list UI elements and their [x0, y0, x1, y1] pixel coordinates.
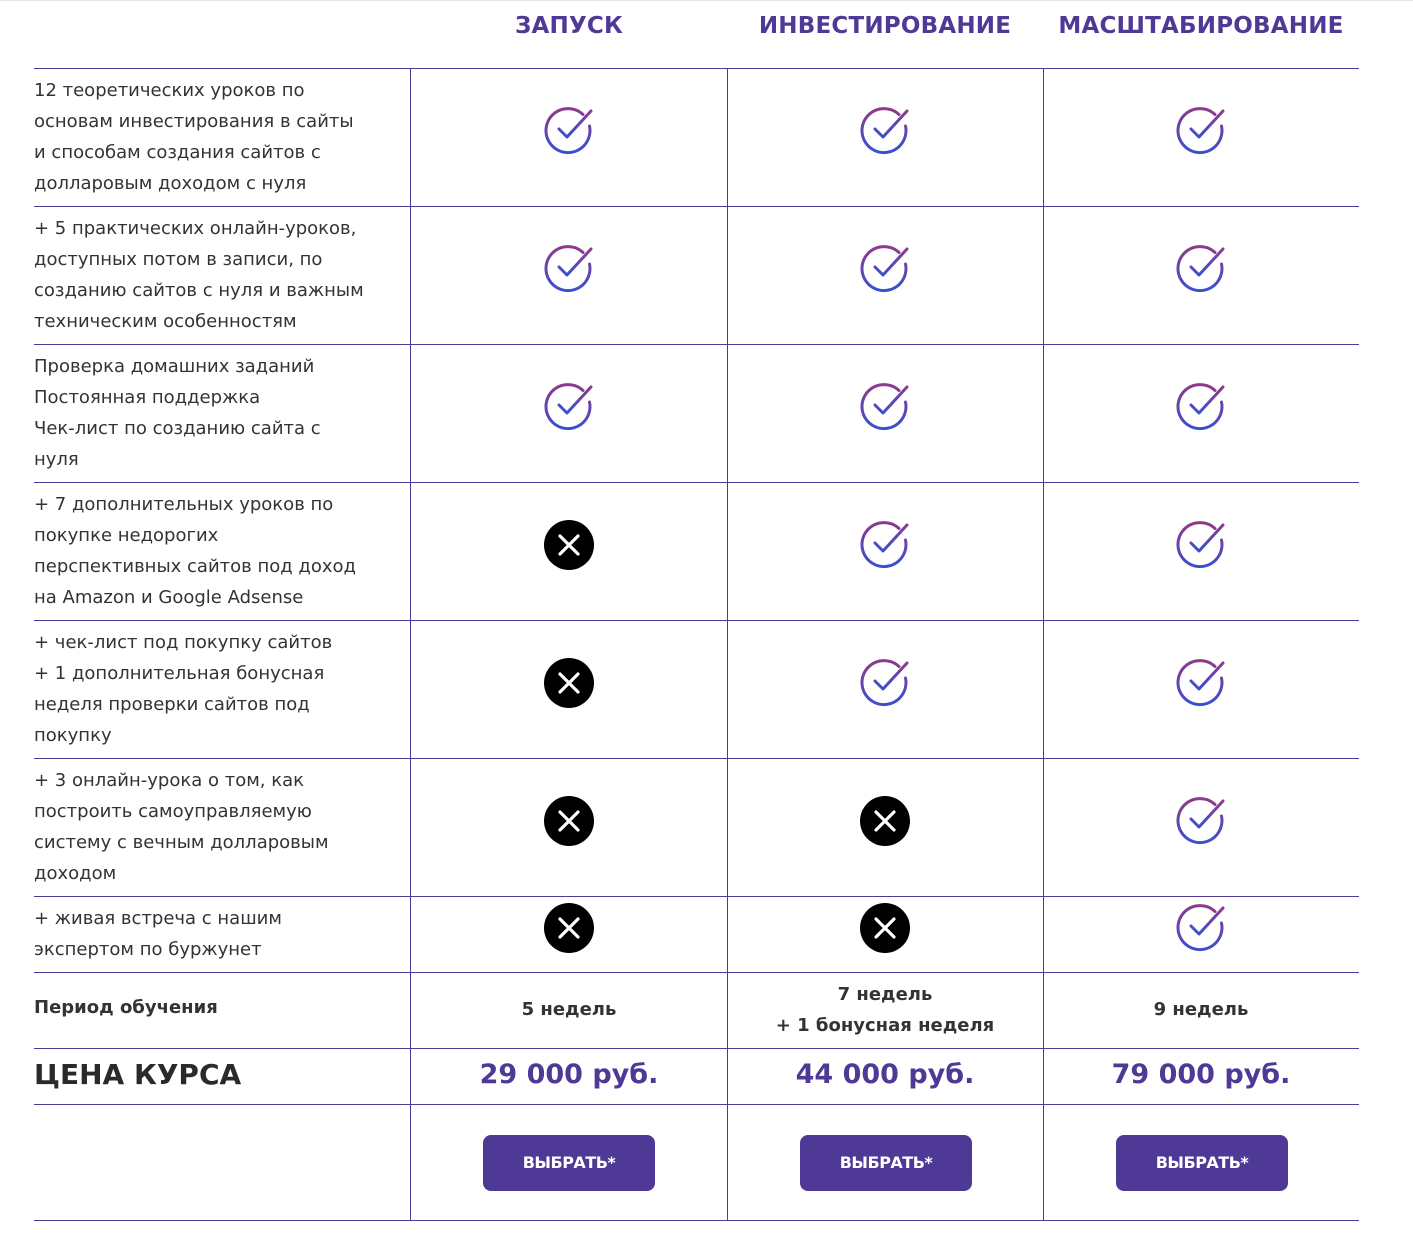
table-divider — [34, 758, 1359, 759]
select-launch-button[interactable]: ВЫБРАТЬ* — [483, 1135, 655, 1191]
check-circle-icon — [859, 657, 911, 709]
feature-row-2 — [34, 213, 394, 337]
check-circle-icon — [859, 381, 911, 433]
table-divider — [34, 344, 1359, 345]
plan-title-launch: ЗАПУСК — [514, 13, 623, 39]
close-circle-icon — [543, 795, 595, 847]
check-circle-icon — [859, 519, 911, 571]
feature-text: Проверка домашних заданий Постоянная поддержка Чек-лист по созданию сайта с нуля — [34, 356, 321, 470]
table-divider — [34, 972, 1359, 973]
table-divider — [34, 206, 1359, 207]
feature-row-6 — [34, 765, 394, 889]
close-circle-icon — [859, 902, 911, 954]
price-launch: 29 000 руб. — [479, 1059, 659, 1090]
column-divider — [410, 68, 411, 1221]
price-scaling: 79 000 руб. — [1111, 1059, 1291, 1090]
check-circle-icon — [1175, 243, 1227, 295]
feature-row-3 — [34, 351, 394, 475]
table-divider — [34, 482, 1359, 483]
price-label: ЦЕНА КУРСА — [34, 1058, 242, 1091]
table-divider — [34, 68, 1359, 69]
close-circle-icon — [859, 795, 911, 847]
check-circle-icon — [543, 105, 595, 157]
close-circle-icon — [543, 902, 595, 954]
check-circle-icon — [1175, 795, 1227, 847]
check-circle-icon — [543, 381, 595, 433]
check-circle-icon — [543, 243, 595, 295]
table-divider — [34, 620, 1359, 621]
check-circle-icon — [859, 105, 911, 157]
close-circle-icon — [543, 657, 595, 709]
column-divider — [1043, 68, 1044, 1221]
close-circle-icon — [543, 519, 595, 571]
select-investing-button[interactable]: ВЫБРАТЬ* — [800, 1135, 972, 1191]
plan-title-investing: ИНВЕСТИРОВАНИЕ — [758, 13, 1012, 39]
plan-title-scaling: МАСШТАБИРОВАНИЕ — [1058, 13, 1344, 39]
check-circle-icon — [1175, 519, 1227, 571]
feature-row-5 — [34, 627, 394, 751]
price-investing: 44 000 руб. — [795, 1059, 975, 1090]
feature-text: + 7 дополнительных уроков по покупке недорогих перспективных сайтов под доход на Amazon и Google Adsense — [34, 494, 356, 608]
feature-text: + 5 практических онлайн-уроков, доступных потом в записи, по созданию сайтов с нуля и важным техническим особенностям — [34, 218, 364, 332]
check-circle-icon — [1175, 902, 1227, 954]
feature-text: + 3 онлайн-урока о том, как построить самоуправляемую систему с вечным долларовым доходом — [34, 770, 329, 884]
duration-scaling: 9 недель — [1153, 999, 1249, 1020]
column-divider — [727, 68, 728, 1221]
top-divider — [0, 0, 1413, 1]
check-circle-icon — [1175, 381, 1227, 433]
feature-row-4 — [34, 489, 394, 613]
table-divider — [34, 1220, 1359, 1221]
table-divider — [34, 896, 1359, 897]
duration-investing: 7 недель + 1 бонусная неделя — [775, 984, 995, 1036]
select-scaling-button[interactable]: ВЫБРАТЬ* — [1116, 1135, 1288, 1191]
duration-label: Период обучения — [34, 997, 218, 1018]
check-circle-icon — [1175, 657, 1227, 709]
feature-text: 12 теоретических уроков по основам инвестирования в сайты и способам создания сайтов с долларовым доходом с нуля — [34, 80, 354, 194]
table-divider — [34, 1048, 1359, 1049]
feature-text: + чек-лист под покупку сайтов + 1 дополнительная бонусная неделя проверки сайтов под покупку — [34, 632, 333, 746]
feature-row-7 — [34, 903, 394, 965]
check-circle-icon — [859, 243, 911, 295]
table-divider — [34, 1104, 1359, 1105]
duration-launch: 5 недель — [521, 999, 617, 1020]
feature-row-1 — [34, 75, 394, 199]
check-circle-icon — [1175, 105, 1227, 157]
feature-text: + живая встреча с нашим экспертом по буржунет — [34, 908, 282, 960]
